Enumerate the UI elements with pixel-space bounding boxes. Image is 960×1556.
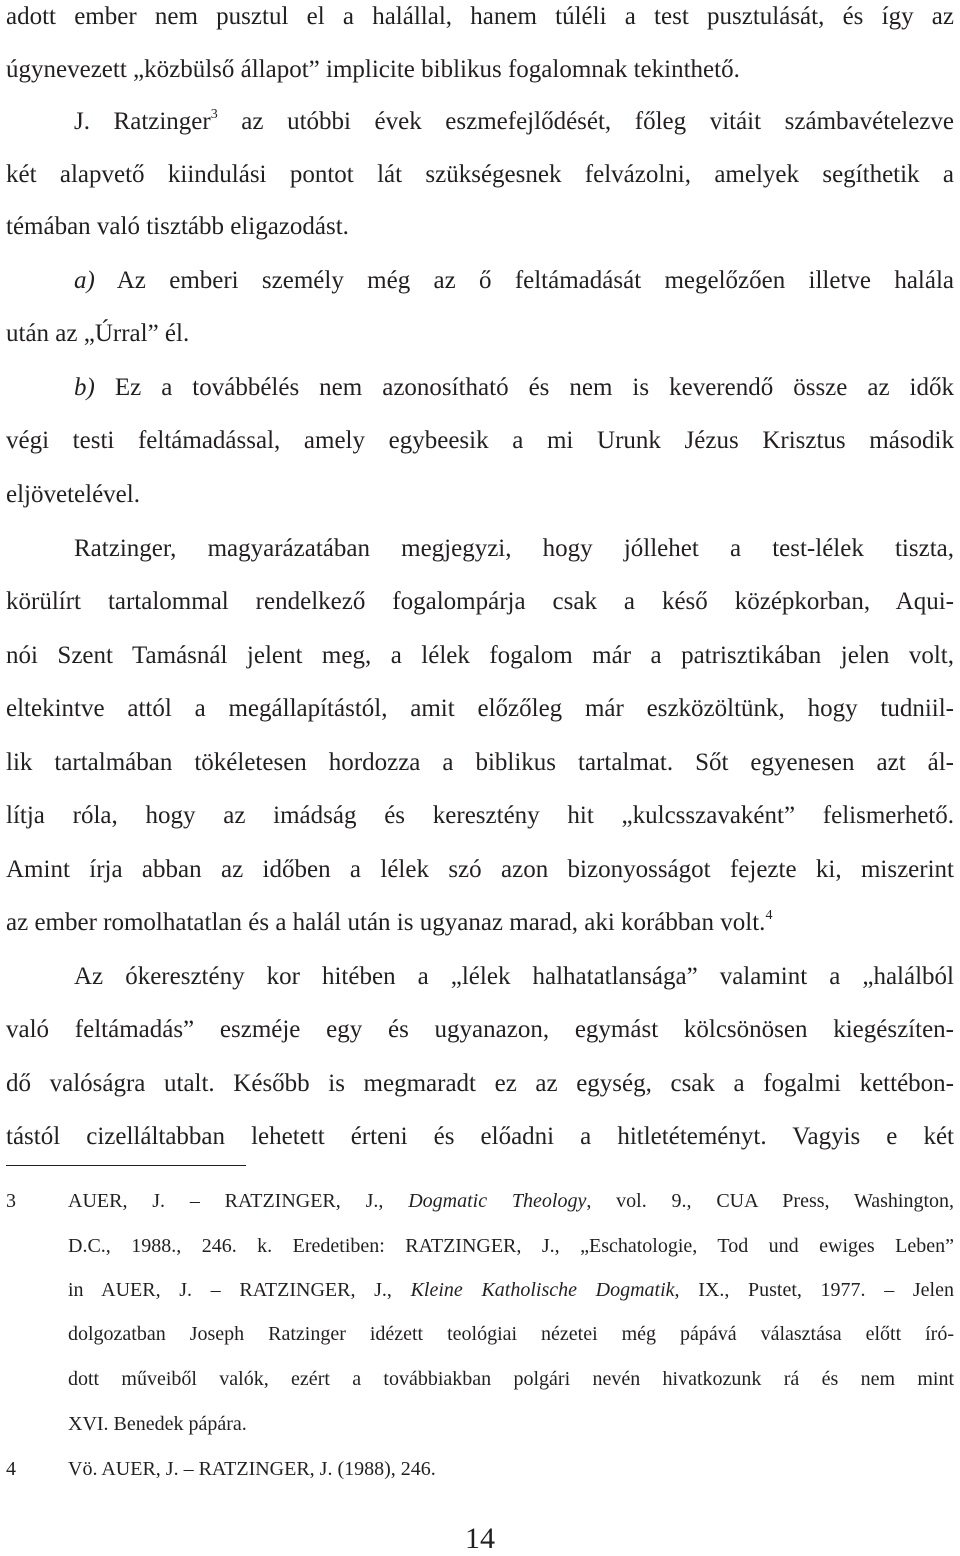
footnote-line: Vö. AUER, J. – RATZINGER, J. (1988), 246. — [68, 1458, 436, 1480]
text-run: az ember romolhatatlan és a halál után is ugyanaz marad, aki korábban volt. — [6, 909, 766, 936]
book-title: Dogmatic Theology — [408, 1190, 587, 1212]
footnote-line: dolgozatban Joseph Ratzinger idézett teológiai nézetei még pápává választása előtt író- — [68, 1323, 954, 1345]
body-line: lik tartalmában tökéletesen hordozza a biblikus tartalmat. Sőt egyenesen azt ál- — [6, 749, 954, 776]
body-line: után az „Úrral” él. — [6, 320, 190, 347]
body-line: nói Szent Tamásnál jelent meg, a lélek fogalom már a patrisztikában jelen volt, — [6, 642, 954, 669]
list-item-b — [74, 373, 954, 403]
list-item-a — [74, 266, 954, 296]
body-line: körülírt tartalommal rendelkező fogalompárja csak a késő középkorban, Aqui- — [6, 588, 954, 615]
footnote-line: D.C., 1988., 246. k. Eredetiben: RATZINGER, J., „Eschatologie, Tod und ewiges Leben” — [68, 1235, 954, 1257]
footnote-line — [68, 1277, 954, 1303]
footnote-line: dott műveiből valók, ezért a továbbiakban polgári nevén hivatkozunk rá és nem mint — [68, 1368, 954, 1390]
footnote-ref-4: 4 — [765, 908, 773, 923]
footnote-ref-3: 3 — [210, 107, 218, 122]
body-line: dő valóságra utalt. Később is megmaradt ez az egység, csak a fogalmi kettébon- — [6, 1070, 954, 1097]
footnote-number: 3 — [6, 1190, 16, 1212]
page-number: 14 — [465, 1522, 495, 1555]
footnote-number: 4 — [6, 1458, 16, 1480]
body-line: Amint írja abban az időben a lélek szó azon bizonyosságot fejezte ki, miszerint — [6, 856, 954, 883]
list-label: a) — [74, 267, 95, 294]
list-label: b) — [74, 374, 95, 401]
body-line: adott ember nem pusztul el a halállal, hanem túléli a test pusztulását, és így az — [6, 3, 954, 30]
body-line: úgynevezett „közbülső állapot” implicite biblikus fogalomnak tekinthető. — [6, 56, 740, 83]
body-line: eljövetelével. — [6, 481, 140, 508]
body-line — [6, 908, 954, 938]
body-line: eltekintve attól a megállapítástól, amit előzőleg már eszközöltünk, hogy tudniil- — [6, 695, 954, 722]
footnote-line: XVI. Benedek pápára. — [68, 1413, 247, 1435]
footnote-separator — [6, 1165, 246, 1166]
text-run: , IX., Pustet, 1977. – Jelen — [674, 1279, 954, 1301]
body-line: való feltámadás” eszméje egy és ugyanazon, egymást kölcsönösen kiegészíten- — [6, 1016, 954, 1043]
body-line: Ratzinger, magyarázatában megjegyzi, hogy jóllehet a test-lélek tiszta, — [74, 535, 954, 562]
text-run: in AUER, J. – RATZINGER, J., — [68, 1279, 411, 1301]
footnote-line — [68, 1188, 954, 1214]
body-line: tástól cizelláltabban lehetett érteni és előadni a hitletéteményt. Vagyis e két — [6, 1123, 954, 1150]
text-run: AUER, J. – RATZINGER, J., — [68, 1190, 409, 1212]
text-run: Ez a továbbélés nem azonosítható és nem is keverendő össze az idők — [94, 374, 954, 401]
book-title: Kleine Katholische Dogmatik — [410, 1279, 675, 1301]
body-line: két alapvető kiindulási pontot lát szükségesnek felvázolni, amelyek segíthetik a — [6, 161, 954, 188]
body-line: témában való tisztább eligazodást. — [6, 213, 349, 240]
body-line: végi testi feltámadással, amely egybeesik a mi Urunk Jézus Krisztus második — [6, 427, 954, 454]
text-run: J. Ratzinger — [74, 108, 211, 135]
body-line: Az ókeresztény kor hitében a „lélek halhatatlansága” valamint a „halálból — [74, 963, 954, 990]
body-line: lítja róla, hogy az imádság és keresztény hit „kulcsszavaként” felismerhető. — [6, 802, 954, 829]
text-run: , vol. 9., CUA Press, Washington, — [586, 1190, 955, 1212]
body-line — [74, 107, 954, 137]
text-run: az utóbbi évek eszmefejlődését, főleg vitáit számbavételezve — [217, 108, 954, 135]
text-run: Az emberi személy még az ő feltámadását megelőzően illetve halála — [94, 267, 954, 294]
